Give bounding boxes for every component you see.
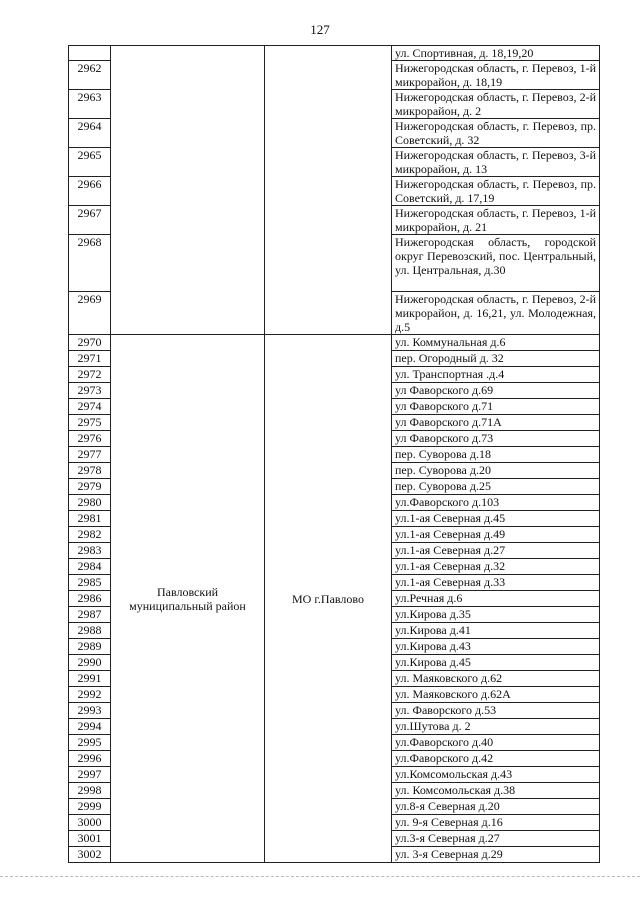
row-number: 2982 [69, 527, 111, 543]
row-number: 2984 [69, 559, 111, 575]
row-number: 2965 [69, 148, 111, 177]
row-number [69, 46, 111, 61]
address-cell: ул.Фаворского д.103 [392, 495, 600, 511]
row-number: 2971 [69, 351, 111, 367]
address-cell: Нижегородская область, г. Перевоз, 2-й микрорайон, д. 16,21, ул. Молодежная, д.5 [392, 292, 600, 335]
row-number: 2988 [69, 623, 111, 639]
address-cell: Нижегородская область, г. Перевоз, 1-й микрорайон, д. 18,19 [392, 61, 600, 90]
address-cell: ул. 9-я Северная д.16 [392, 815, 600, 831]
address-cell: Нижегородская область, г. Перевоз, 2-й микрорайон, д. 2 [392, 90, 600, 119]
address-cell: ул. Маяковского д.62А [392, 687, 600, 703]
address-cell: ул.Фаворского д.40 [392, 735, 600, 751]
row-number: 2989 [69, 639, 111, 655]
address-cell: пер. Суворова д.20 [392, 463, 600, 479]
address-cell: ул Фаворского д.71 [392, 399, 600, 415]
address-cell: ул.3-я Северная д.27 [392, 831, 600, 847]
address-cell: ул. Маяковского д.62 [392, 671, 600, 687]
address-cell: пер. Суворова д.18 [392, 447, 600, 463]
row-number: 2987 [69, 607, 111, 623]
address-cell: ул Фаворского д.69 [392, 383, 600, 399]
row-number: 2990 [69, 655, 111, 671]
mo-cell-empty [265, 46, 392, 335]
row-number: 2975 [69, 415, 111, 431]
address-cell: ул. Фаворского д.53 [392, 703, 600, 719]
address-cell: ул.Шутова д. 2 [392, 719, 600, 735]
address-cell: ул.Кирова д.43 [392, 639, 600, 655]
address-cell: ул.Комсомольская д.43 [392, 767, 600, 783]
row-number: 3000 [69, 815, 111, 831]
row-number: 2969 [69, 292, 111, 335]
address-cell: ул. Комсомольская д.38 [392, 783, 600, 799]
address-cell: Нижегородская область, г. Перевоз, пр. Советский, д. 17,19 [392, 177, 600, 206]
row-number: 3001 [69, 831, 111, 847]
address-cell: ул.1-ая Северная д.49 [392, 527, 600, 543]
address-cell: ул. 3-я Северная д.29 [392, 847, 600, 863]
address-cell: ул.1-ая Северная д.27 [392, 543, 600, 559]
address-cell: ул.Кирова д.35 [392, 607, 600, 623]
address-cell: ул. Коммунальная д.6 [392, 335, 600, 351]
row-number: 2996 [69, 751, 111, 767]
row-number: 2991 [69, 671, 111, 687]
table-row [69, 46, 600, 61]
municipality-cell: МО г.Павлово [265, 335, 392, 863]
address-cell: Нижегородская область, г. Перевоз, пр. Советский, д. 32 [392, 119, 600, 148]
address-cell: Нижегородская область, городской округ Перевозский, пос. Центральный, ул. Центральная, д.30 [392, 235, 600, 292]
row-number: 2995 [69, 735, 111, 751]
row-number: 2978 [69, 463, 111, 479]
row-number: 2985 [69, 575, 111, 591]
row-number: 2997 [69, 767, 111, 783]
scan-edge-line [0, 876, 640, 878]
address-cell: ул Фаворского д.71А [392, 415, 600, 431]
row-number: 2979 [69, 479, 111, 495]
row-number: 2976 [69, 431, 111, 447]
address-register-table [68, 45, 600, 863]
row-number: 2998 [69, 783, 111, 799]
address-cell: ул.Речная д.6 [392, 591, 600, 607]
address-cell: ул.Кирова д.41 [392, 623, 600, 639]
address-cell: ул.Кирова д.45 [392, 655, 600, 671]
address-cell: ул.8-я Северная д.20 [392, 799, 600, 815]
address-cell: Нижегородская область, г. Перевоз, 3-й микрорайон, д. 13 [392, 148, 600, 177]
row-number: 2994 [69, 719, 111, 735]
row-number: 2968 [69, 235, 111, 292]
row-number: 2973 [69, 383, 111, 399]
row-number: 2967 [69, 206, 111, 235]
address-cell: ул.1-ая Северная д.45 [392, 511, 600, 527]
address-cell: пер. Суворова д.25 [392, 479, 600, 495]
address-cell: ул.1-ая Северная д.33 [392, 575, 600, 591]
page-number: 127 [310, 22, 330, 37]
pavlovo-group [69, 335, 600, 863]
address-cell: пер. Огородный д. 32 [392, 351, 600, 367]
address-cell: ул. Транспортная .д.4 [392, 367, 600, 383]
row-number: 2962 [69, 61, 111, 90]
row-number: 2981 [69, 511, 111, 527]
address-cell: ул Фаворского д.73 [392, 431, 600, 447]
table-row [69, 335, 600, 351]
row-number: 2992 [69, 687, 111, 703]
row-number: 2974 [69, 399, 111, 415]
address-cell: Нижегородская область, г. Перевоз, 1-й микрорайон, д. 21 [392, 206, 600, 235]
row-number: 2983 [69, 543, 111, 559]
row-number: 2980 [69, 495, 111, 511]
district-cell-empty [111, 46, 265, 335]
row-number: 2970 [69, 335, 111, 351]
row-number: 2964 [69, 119, 111, 148]
row-number: 2963 [69, 90, 111, 119]
address-cell: ул.Фаворского д.42 [392, 751, 600, 767]
address-cell: ул.1-ая Северная д.32 [392, 559, 600, 575]
row-number: 3002 [69, 847, 111, 863]
row-number: 2972 [69, 367, 111, 383]
row-number: 2966 [69, 177, 111, 206]
row-number: 2993 [69, 703, 111, 719]
row-number: 2977 [69, 447, 111, 463]
district-cell: Павловский муниципальный район [111, 335, 265, 863]
row-number: 2999 [69, 799, 111, 815]
row-number: 2986 [69, 591, 111, 607]
address-cell: ул. Спортивная, д. 18,19,20 [392, 46, 600, 61]
